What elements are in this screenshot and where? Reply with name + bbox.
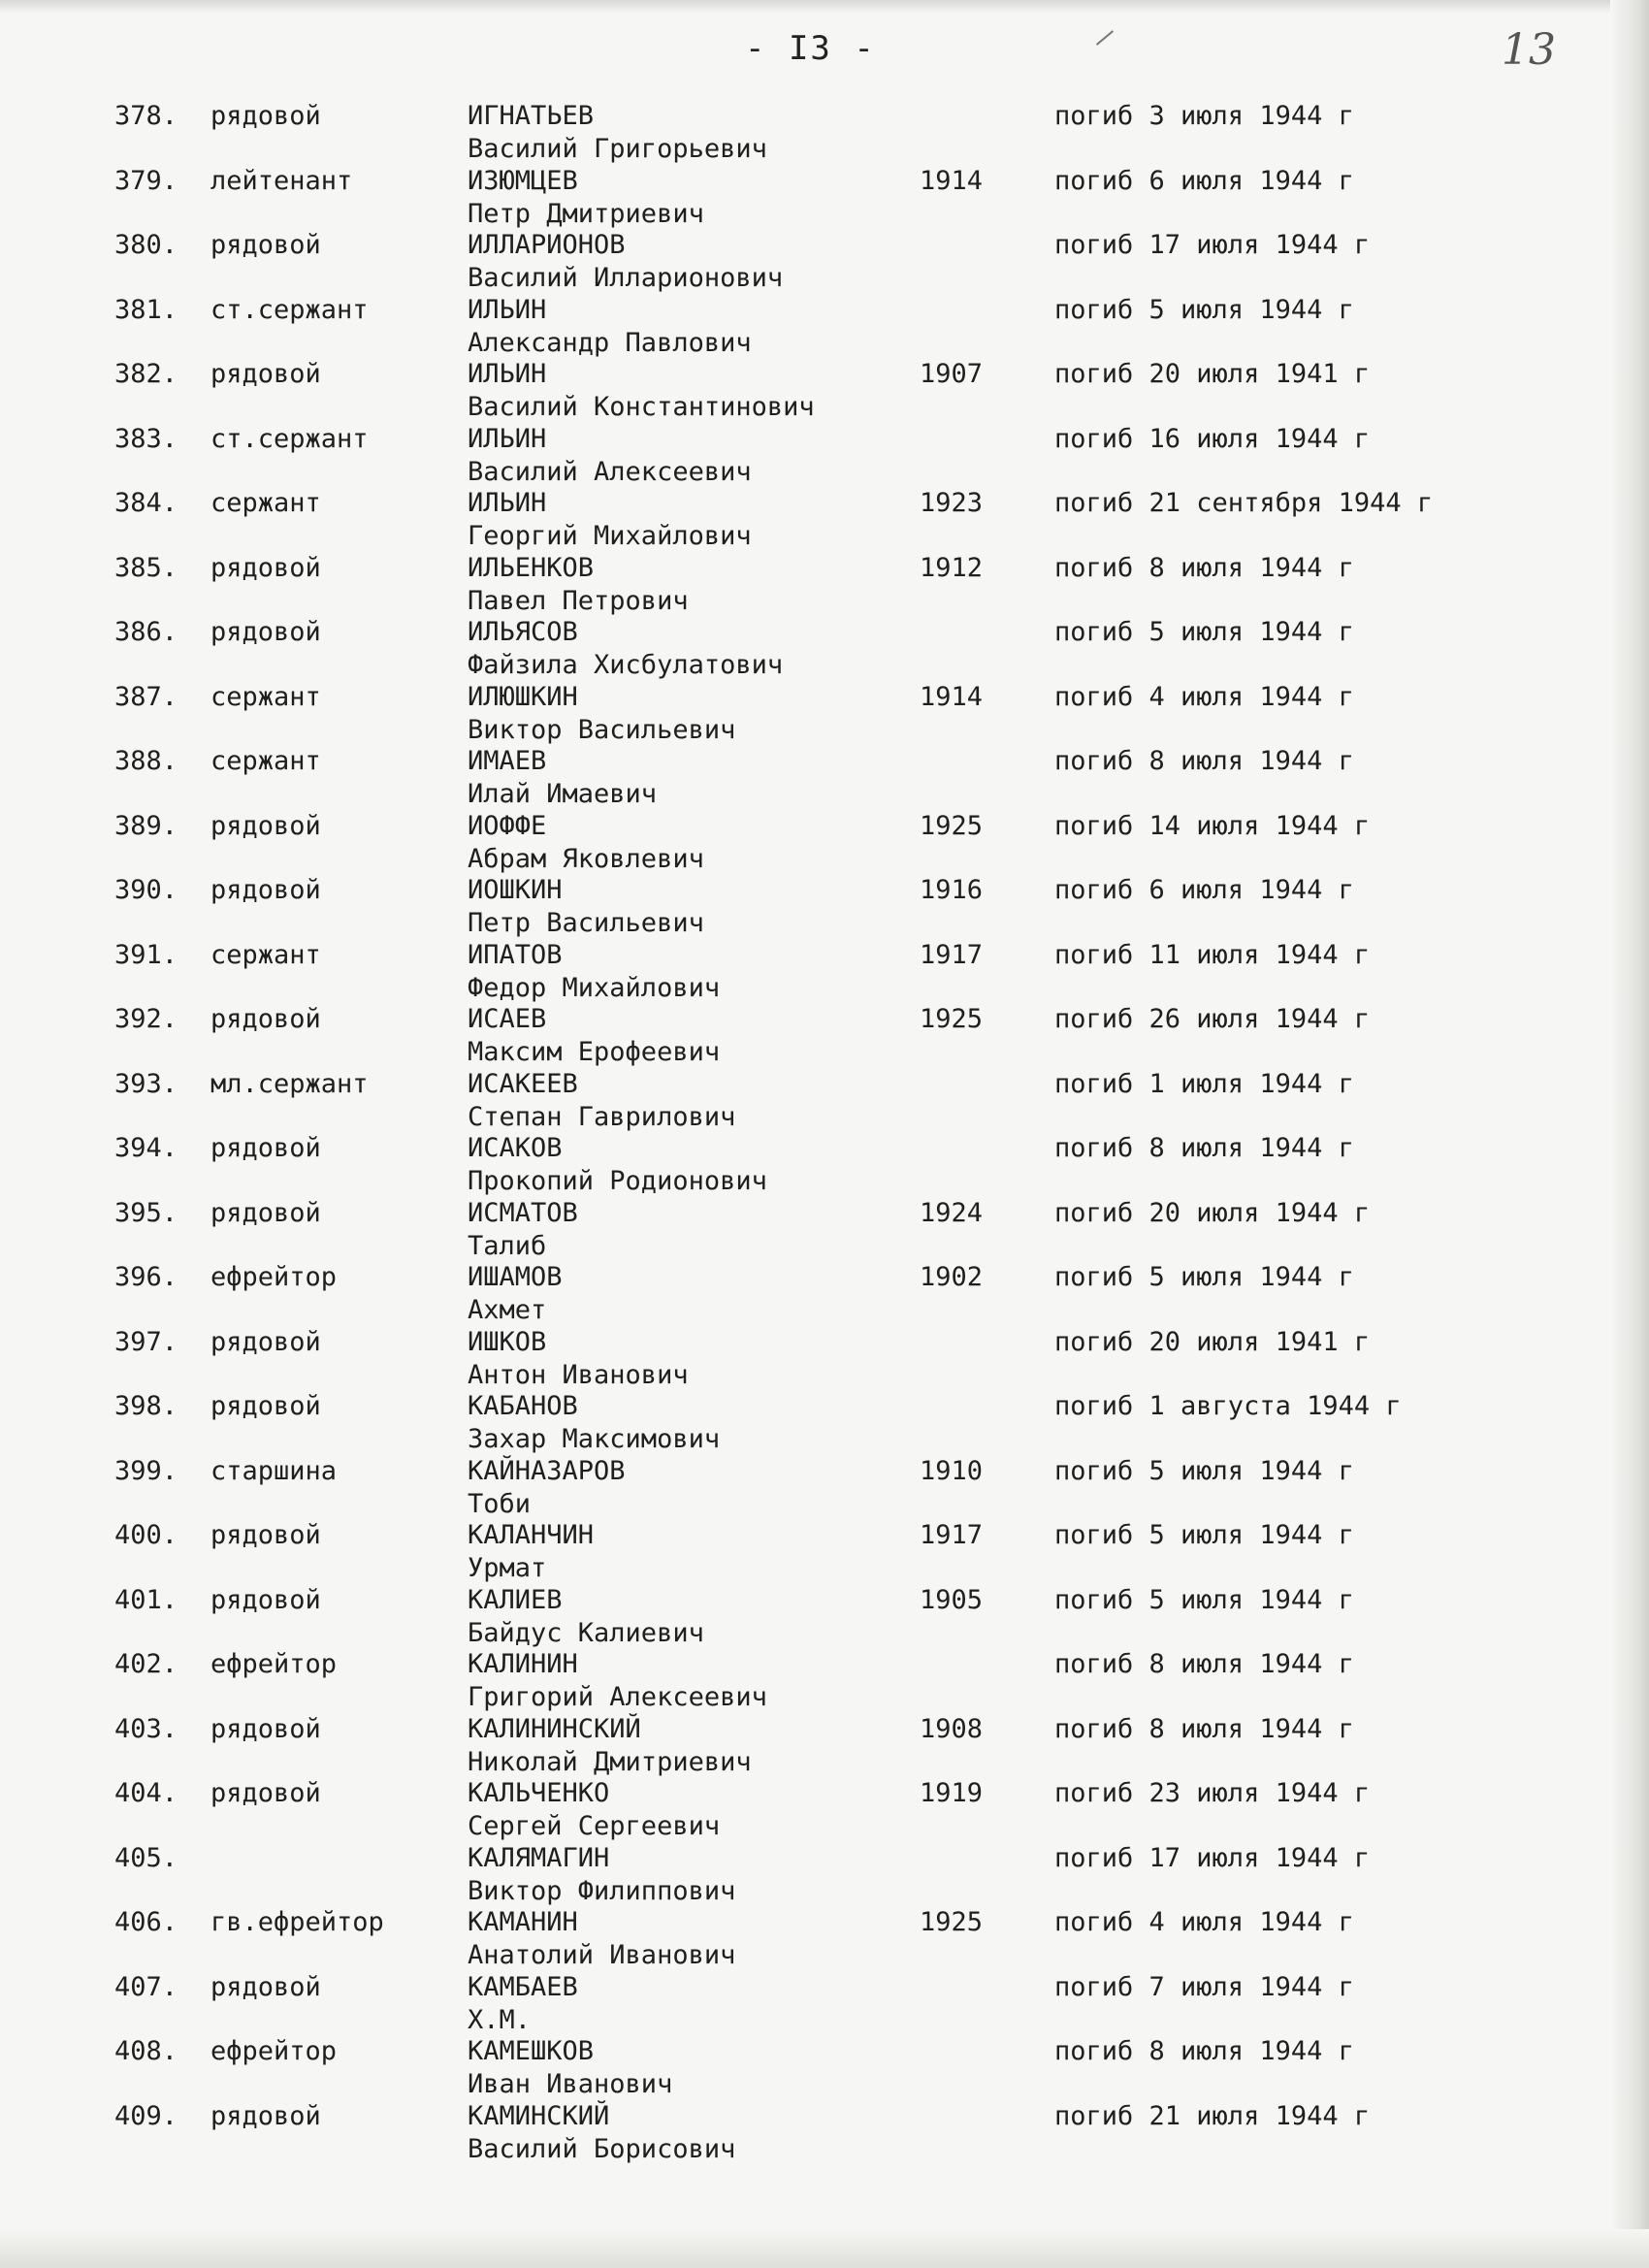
- entry-number: 384.: [114, 488, 178, 518]
- list-entry: [0, 2101, 1649, 2166]
- entry-birth-year: 1917: [920, 939, 984, 970]
- entry-death-date: погиб 5 июля 1944 г: [1054, 1584, 1354, 1615]
- entry-surname: КАЛЯМАГИН: [468, 1842, 610, 1873]
- entry-death-date: погиб 4 июля 1944 г: [1054, 1907, 1354, 1937]
- entry-surname: ИЛЬИН: [468, 488, 547, 518]
- list-entry: [0, 2036, 1649, 2101]
- entry-rank: рядовой: [210, 2100, 321, 2131]
- list-entry: [0, 1843, 1649, 1908]
- entry-surname: ИСАКОВ: [468, 1133, 563, 1163]
- entry-surname: ИШКОВ: [468, 1326, 547, 1357]
- entry-number: 394.: [114, 1133, 178, 1163]
- entry-number: 381.: [114, 294, 178, 325]
- entry-given-names: Александр Павлович: [468, 327, 752, 358]
- entry-given-names: Прокопий Родионович: [468, 1166, 767, 1196]
- entry-number: 405.: [114, 1842, 178, 1873]
- entry-surname: КАЛИЕВ: [468, 1584, 563, 1615]
- entry-rank: ст.сержант: [210, 294, 369, 325]
- entry-birth-year: 1908: [920, 1713, 984, 1744]
- entry-surname: ИГНАТЬЕВ: [468, 101, 595, 131]
- list-entry: [0, 1391, 1649, 1456]
- entry-surname: ИЛЬИН: [468, 359, 547, 389]
- entry-number: 391.: [114, 939, 178, 970]
- entry-birth-year: 1919: [920, 1778, 984, 1808]
- entry-number: 398.: [114, 1391, 178, 1421]
- entry-given-names: Тоби: [468, 1488, 532, 1519]
- entry-number: 387.: [114, 681, 178, 712]
- entry-surname: ИШАМОВ: [468, 1262, 563, 1292]
- entry-number: 397.: [114, 1326, 178, 1357]
- entry-birth-year: 1912: [920, 552, 984, 583]
- entry-rank: рядовой: [210, 1520, 321, 1550]
- entry-rank: рядовой: [210, 1584, 321, 1615]
- entry-number: 383.: [114, 423, 178, 454]
- entry-birth-year: 1914: [920, 681, 984, 712]
- entry-surname: ИОШКИН: [468, 875, 563, 905]
- pen-mark: [1096, 30, 1114, 46]
- entry-rank: рядовой: [210, 1197, 321, 1228]
- entry-surname: КАБАНОВ: [468, 1391, 578, 1421]
- entry-given-names: Ахмет: [468, 1295, 547, 1325]
- entry-surname: ИЗЮМЦЕВ: [468, 165, 578, 196]
- entry-number: 388.: [114, 746, 178, 776]
- entry-given-names: Федор Михайлович: [468, 972, 721, 1003]
- list-entry: [0, 1714, 1649, 1779]
- handwritten-page-number: 13: [1502, 25, 1556, 75]
- entry-birth-year: 1907: [920, 359, 984, 389]
- entry-given-names: Максим Ерофеевич: [468, 1037, 721, 1067]
- entry-death-date: погиб 17 июля 1944 г: [1054, 1842, 1371, 1873]
- entry-death-date: погиб 23 июля 1944 г: [1054, 1778, 1371, 1808]
- entry-death-date: погиб 7 июля 1944 г: [1054, 1971, 1354, 2002]
- entry-number: 385.: [114, 552, 178, 583]
- entry-surname: КАЛАНЧИН: [468, 1520, 595, 1550]
- entry-rank: лейтенант: [210, 165, 353, 196]
- scan-shadow-top: [0, 0, 1649, 14]
- entry-birth-year: 1925: [920, 1004, 984, 1034]
- entry-birth-year: 1910: [920, 1455, 984, 1486]
- entry-given-names: Абрам Яковлевич: [468, 843, 704, 874]
- entry-number: 407.: [114, 1971, 178, 2002]
- entry-birth-year: 1923: [920, 488, 984, 518]
- entry-death-date: погиб 20 июля 1944 г: [1054, 1197, 1371, 1228]
- entry-given-names: Петр Дмитриевич: [468, 198, 704, 229]
- entry-given-names: Василий Григорьевич: [468, 134, 767, 164]
- list-entry: [0, 553, 1649, 618]
- entry-surname: КАМИНСКИЙ: [468, 2100, 610, 2131]
- entry-surname: ИЛЬИН: [468, 423, 547, 454]
- entry-death-date: погиб 14 июля 1944 г: [1054, 810, 1371, 841]
- scan-shadow-bottom: [0, 2229, 1649, 2268]
- entry-number: 399.: [114, 1455, 178, 1486]
- entry-rank: рядовой: [210, 1326, 321, 1357]
- list-entry: [0, 875, 1649, 940]
- entry-birth-year: 1902: [920, 1262, 984, 1292]
- entry-given-names: Виктор Васильевич: [468, 714, 736, 745]
- entry-death-date: погиб 5 июля 1944 г: [1054, 1520, 1354, 1550]
- entry-number: 401.: [114, 1584, 178, 1615]
- casualty-list: [0, 101, 1649, 2165]
- entry-rank: рядовой: [210, 359, 321, 389]
- entry-given-names: Х.М.: [468, 2004, 532, 2035]
- list-entry: [0, 230, 1649, 295]
- entry-death-date: погиб 8 июля 1944 г: [1054, 1133, 1354, 1163]
- entry-birth-year: 1925: [920, 1907, 984, 1937]
- entry-surname: ИСМАТОВ: [468, 1197, 578, 1228]
- entry-surname: КАЛИНИНСКИЙ: [468, 1713, 641, 1744]
- list-entry: [0, 166, 1649, 231]
- entry-death-date: погиб 1 июля 1944 г: [1054, 1068, 1354, 1099]
- entry-death-date: погиб 6 июля 1944 г: [1054, 875, 1354, 905]
- entry-birth-year: 1916: [920, 875, 984, 905]
- entry-number: 382.: [114, 359, 178, 389]
- entry-given-names: Анатолий Иванович: [468, 1940, 736, 1970]
- entry-death-date: погиб 8 июля 1944 г: [1054, 1649, 1354, 1679]
- entry-surname: ИОФФЕ: [468, 810, 547, 841]
- entry-surname: ИЛЮШКИН: [468, 681, 578, 712]
- list-entry: [0, 488, 1649, 553]
- entry-death-date: погиб 8 июля 1944 г: [1054, 746, 1354, 776]
- entry-number: 395.: [114, 1197, 178, 1228]
- entry-given-names: Виктор Филиппович: [468, 1875, 736, 1906]
- list-entry: [0, 1585, 1649, 1650]
- entry-birth-year: 1924: [920, 1197, 984, 1228]
- entry-given-names: Сергей Сергеевич: [468, 1811, 721, 1841]
- entry-surname: КАМАНИН: [468, 1907, 578, 1937]
- entry-death-date: погиб 6 июля 1944 г: [1054, 165, 1354, 196]
- entry-surname: КАМЕШКОВ: [468, 2036, 595, 2066]
- entry-death-date: погиб 8 июля 1944 г: [1054, 2036, 1354, 2066]
- entry-birth-year: 1905: [920, 1584, 984, 1615]
- entry-death-date: погиб 21 сентября 1944 г: [1054, 488, 1434, 518]
- entry-death-date: погиб 4 июля 1944 г: [1054, 681, 1354, 712]
- entry-given-names: Василий Алексеевич: [468, 456, 752, 487]
- entry-rank: сержант: [210, 939, 321, 970]
- list-entry: [0, 1262, 1649, 1327]
- entry-death-date: погиб 16 июля 1944 г: [1054, 423, 1371, 454]
- list-entry: [0, 617, 1649, 682]
- list-entry: [0, 101, 1649, 166]
- entry-rank: рядовой: [210, 810, 321, 841]
- entry-rank: ефрейтор: [210, 2036, 338, 2066]
- entry-death-date: погиб 5 июля 1944 г: [1054, 1455, 1354, 1486]
- entry-given-names: Байдус Калиевич: [468, 1617, 704, 1648]
- entry-rank: рядовой: [210, 1004, 321, 1034]
- entry-surname: ИСАКЕЕВ: [468, 1068, 578, 1099]
- entry-death-date: погиб 21 июля 1944 г: [1054, 2100, 1371, 2131]
- entry-rank: сержант: [210, 681, 321, 712]
- entry-death-date: погиб 5 июля 1944 г: [1054, 1262, 1354, 1292]
- entry-rank: ефрейтор: [210, 1262, 338, 1292]
- list-entry: [0, 295, 1649, 360]
- list-entry: [0, 1907, 1649, 1972]
- entry-surname: ИЛЛАРИОНОВ: [468, 230, 626, 260]
- entry-rank: старшина: [210, 1455, 338, 1486]
- list-entry: [0, 1778, 1649, 1843]
- entry-death-date: погиб 20 июля 1941 г: [1054, 359, 1371, 389]
- entry-birth-year: 1925: [920, 810, 984, 841]
- entry-given-names: Урмат: [468, 1553, 547, 1583]
- entry-given-names: Захар Максимович: [468, 1424, 721, 1454]
- list-entry: [0, 682, 1649, 747]
- entry-death-date: погиб 8 июля 1944 г: [1054, 552, 1354, 583]
- list-entry: [0, 1198, 1649, 1263]
- entry-rank: рядовой: [210, 1713, 321, 1744]
- entry-given-names: Павел Петрович: [468, 585, 689, 616]
- entry-death-date: погиб 5 июля 1944 г: [1054, 617, 1354, 647]
- entry-rank: ефрейтор: [210, 1649, 338, 1679]
- list-entry: [0, 359, 1649, 424]
- entry-number: 379.: [114, 165, 178, 196]
- entry-given-names: Антон Иванович: [468, 1359, 689, 1390]
- entry-death-date: погиб 5 июля 1944 г: [1054, 294, 1354, 325]
- entry-number: 404.: [114, 1778, 178, 1808]
- entry-rank: рядовой: [210, 101, 321, 131]
- entry-surname: ИЛЬЕНКОВ: [468, 552, 595, 583]
- entry-death-date: погиб 20 июля 1941 г: [1054, 1326, 1371, 1357]
- entry-surname: ИЛЬИН: [468, 294, 547, 325]
- list-entry: [0, 1327, 1649, 1392]
- entry-number: 396.: [114, 1262, 178, 1292]
- list-entry: [0, 424, 1649, 489]
- entry-rank: мл.сержант: [210, 1068, 369, 1099]
- list-entry: [0, 746, 1649, 811]
- entry-rank: сержант: [210, 746, 321, 776]
- entry-surname: КАМБАЕВ: [468, 1971, 578, 2002]
- entry-birth-year: 1914: [920, 165, 984, 196]
- entry-given-names: Иван Иванович: [468, 2069, 673, 2099]
- entry-given-names: Степан Гаврилович: [468, 1101, 736, 1132]
- entry-number: 393.: [114, 1068, 178, 1099]
- entry-surname: ИЛЬЯСОВ: [468, 617, 578, 647]
- entry-surname: КАЙНАЗАРОВ: [468, 1455, 626, 1486]
- entry-number: 386.: [114, 617, 178, 647]
- entry-death-date: погиб 17 июля 1944 г: [1054, 230, 1371, 260]
- list-entry: [0, 1520, 1649, 1585]
- entry-death-date: погиб 8 июля 1944 г: [1054, 1713, 1354, 1744]
- list-entry: [0, 1004, 1649, 1069]
- entry-death-date: погиб 1 августа 1944 г: [1054, 1391, 1402, 1421]
- entry-given-names: Василий Илларионович: [468, 263, 784, 293]
- entry-given-names: Файзила Хисбулатович: [468, 650, 784, 680]
- list-entry: [0, 940, 1649, 1005]
- entry-given-names: Николай Дмитриевич: [468, 1746, 752, 1777]
- entry-number: 406.: [114, 1907, 178, 1937]
- entry-surname: КАЛИНИН: [468, 1649, 578, 1679]
- entry-number: 378.: [114, 101, 178, 131]
- entry-given-names: Петр Васильевич: [468, 908, 704, 938]
- entry-number: 380.: [114, 230, 178, 260]
- entry-number: 400.: [114, 1520, 178, 1550]
- page-number: - I3 -: [745, 29, 876, 68]
- entry-rank: рядовой: [210, 875, 321, 905]
- entry-given-names: Василий Борисович: [468, 2133, 736, 2164]
- entry-rank: сержант: [210, 488, 321, 518]
- entry-number: 392.: [114, 1004, 178, 1034]
- entry-rank: гв.ефрейтор: [210, 1907, 384, 1937]
- entry-rank: рядовой: [210, 1778, 321, 1808]
- entry-rank: рядовой: [210, 1133, 321, 1163]
- entry-given-names: Василий Константинович: [468, 392, 815, 422]
- entry-surname: ИМАЕВ: [468, 746, 547, 776]
- entry-rank: рядовой: [210, 1391, 321, 1421]
- entry-death-date: погиб 3 июля 1944 г: [1054, 101, 1354, 131]
- entry-rank: рядовой: [210, 617, 321, 647]
- entry-surname: КАЛЬЧЕНКО: [468, 1778, 610, 1808]
- entry-number: 408.: [114, 2036, 178, 2066]
- entry-number: 409.: [114, 2100, 178, 2131]
- entry-given-names: Илай Имаевич: [468, 779, 658, 809]
- entry-given-names: Григорий Алексеевич: [468, 1682, 767, 1712]
- list-entry: [0, 1456, 1649, 1521]
- entry-rank: рядовой: [210, 1971, 321, 2002]
- entry-surname: ИПАТОВ: [468, 939, 563, 970]
- list-entry: [0, 811, 1649, 876]
- entry-death-date: погиб 11 июля 1944 г: [1054, 939, 1371, 970]
- entry-number: 403.: [114, 1713, 178, 1744]
- list-entry: [0, 1133, 1649, 1198]
- entry-given-names: Талиб: [468, 1230, 547, 1261]
- entry-number: 390.: [114, 875, 178, 905]
- entry-number: 389.: [114, 810, 178, 841]
- entry-death-date: погиб 26 июля 1944 г: [1054, 1004, 1371, 1034]
- list-entry: [0, 1649, 1649, 1714]
- entry-birth-year: 1917: [920, 1520, 984, 1550]
- entry-rank: рядовой: [210, 230, 321, 260]
- list-entry: [0, 1069, 1649, 1134]
- entry-rank: ст.сержант: [210, 423, 369, 454]
- entry-rank: рядовой: [210, 552, 321, 583]
- entry-number: 402.: [114, 1649, 178, 1679]
- entry-surname: ИСАЕВ: [468, 1004, 547, 1034]
- list-entry: [0, 1972, 1649, 2037]
- entry-given-names: Георгий Михайлович: [468, 521, 752, 551]
